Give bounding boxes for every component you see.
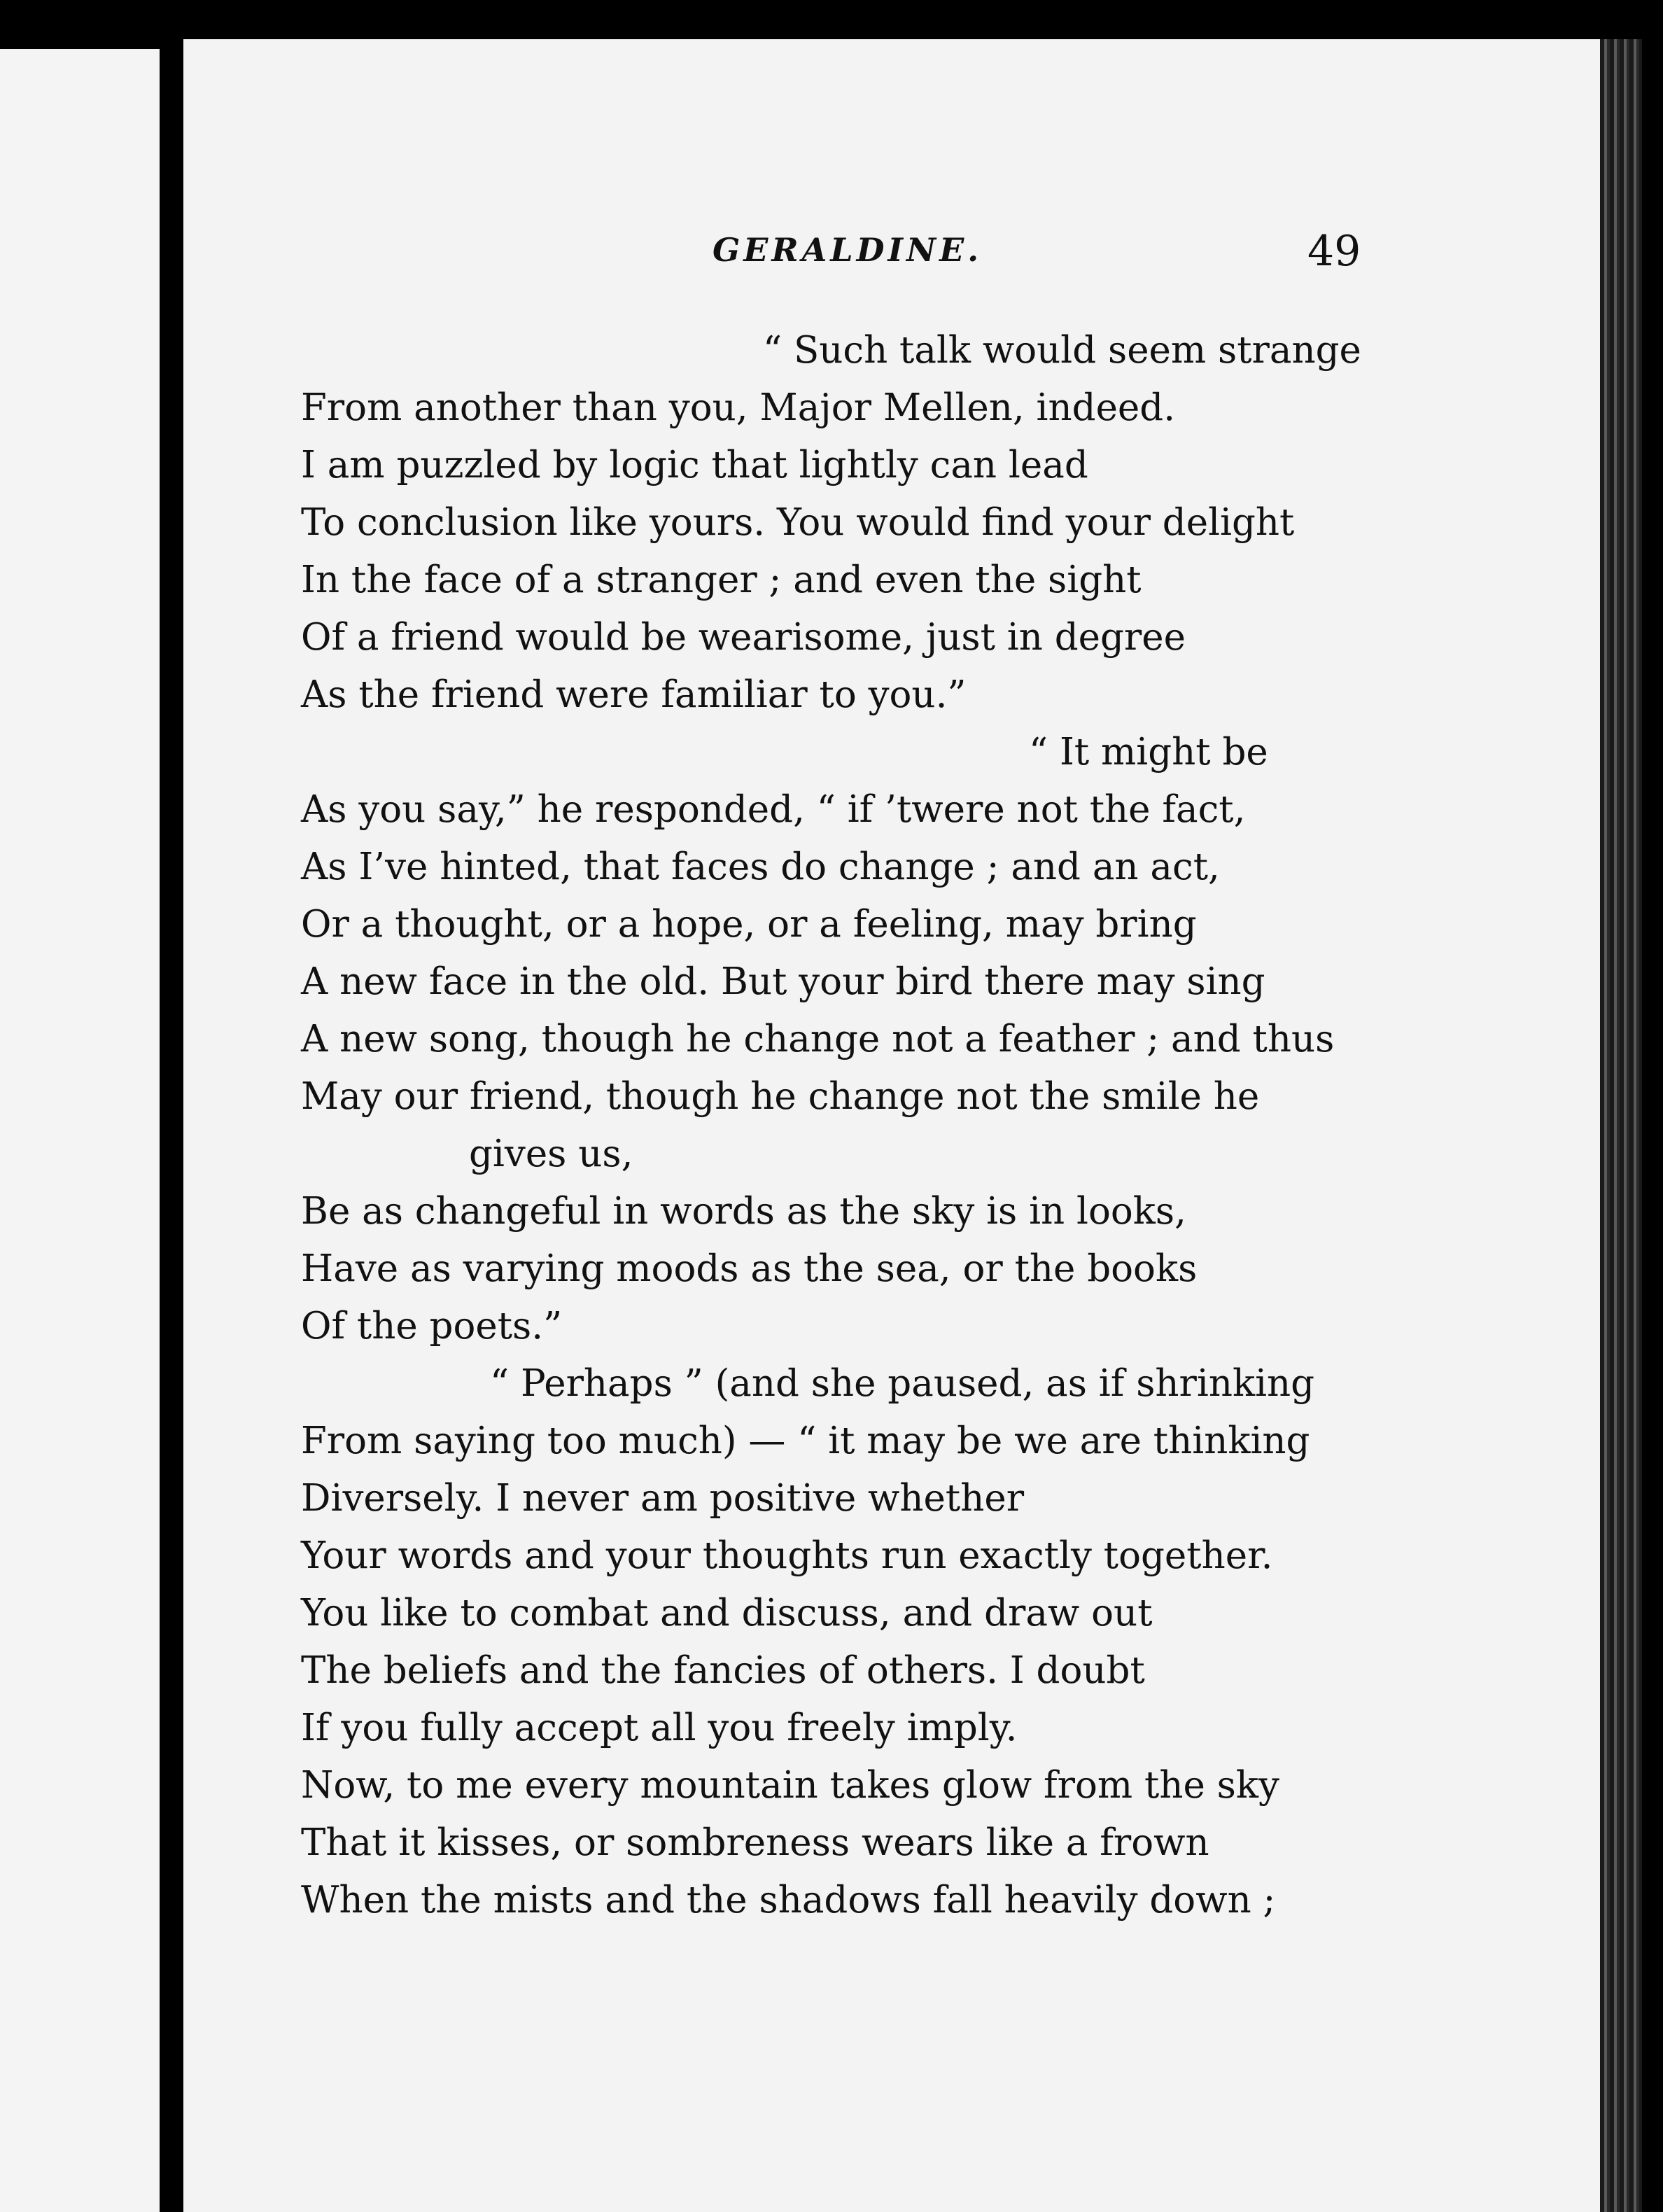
verse-line: Now, to me every mountain takes glow from the sky bbox=[301, 1764, 1279, 1807]
verse-line: Your words and your thoughts run exactly together. bbox=[301, 1534, 1273, 1577]
verse-line: A new song, though he change not a feather ; and thus bbox=[301, 1018, 1335, 1060]
verse-line: As I’ve hinted, that faces do change ; and an act, bbox=[301, 846, 1220, 888]
verse-line: I am puzzled by logic that lightly can lead bbox=[301, 444, 1088, 486]
verse-line: From another than you, Major Mellen, indeed. bbox=[301, 386, 1176, 429]
verse-line: The beliefs and the fancies of others. I doubt bbox=[301, 1649, 1145, 1692]
verse-line: Of a friend would be wearisome, just in degree bbox=[301, 616, 1186, 659]
verse-line: As you say,” he responded, “ if ’twere not the fact, bbox=[301, 788, 1246, 831]
verse-line: Have as varying moods as the sea, or the books bbox=[301, 1247, 1198, 1290]
verse-line: As the friend were familiar to you.” bbox=[301, 673, 967, 716]
verse-line: Diversely. I never am positive whether bbox=[301, 1477, 1025, 1520]
verse-line: gives us, bbox=[469, 1133, 633, 1175]
verse-line: If you fully accept all you freely imply. bbox=[301, 1707, 1018, 1749]
running-title: GERALDINE. bbox=[713, 231, 983, 269]
verse-line: When the mists and the shadows fall heavily down ; bbox=[301, 1879, 1276, 1921]
verse-line: You like to combat and discuss, and draw out bbox=[301, 1592, 1153, 1634]
poem-text bbox=[301, 322, 1407, 1929]
verse-line: May our friend, though he change not the smile he bbox=[301, 1075, 1260, 1118]
verse-line: That it kisses, or sombreness wears like a frown bbox=[301, 1821, 1209, 1864]
verse-line: “ It might be bbox=[1029, 731, 1268, 774]
verse-line: “ Perhaps ” (and she paused, as if shrinking bbox=[490, 1362, 1315, 1405]
page-edges bbox=[1600, 39, 1642, 2212]
verse-line: Be as changeful in words as the sky is in looks, bbox=[301, 1190, 1186, 1233]
verse-line: Of the poets.” bbox=[301, 1305, 563, 1348]
verse-line: A new face in the old. But your bird there may sing bbox=[301, 960, 1265, 1003]
verse-line: Or a thought, or a hope, or a feeling, may bring bbox=[301, 903, 1197, 946]
page-number: 49 bbox=[1307, 227, 1361, 276]
left-page-margin bbox=[0, 49, 167, 2212]
verse-line: “ Such talk would seem strange bbox=[763, 329, 1361, 372]
verse-line: To conclusion like yours. You would find your delight bbox=[301, 501, 1295, 544]
verse-line: In the face of a stranger ; and even the sight bbox=[301, 559, 1142, 601]
book-gutter bbox=[160, 0, 185, 2212]
verse-line: From saying too much) — “ it may be we are thinking bbox=[301, 1420, 1310, 1462]
